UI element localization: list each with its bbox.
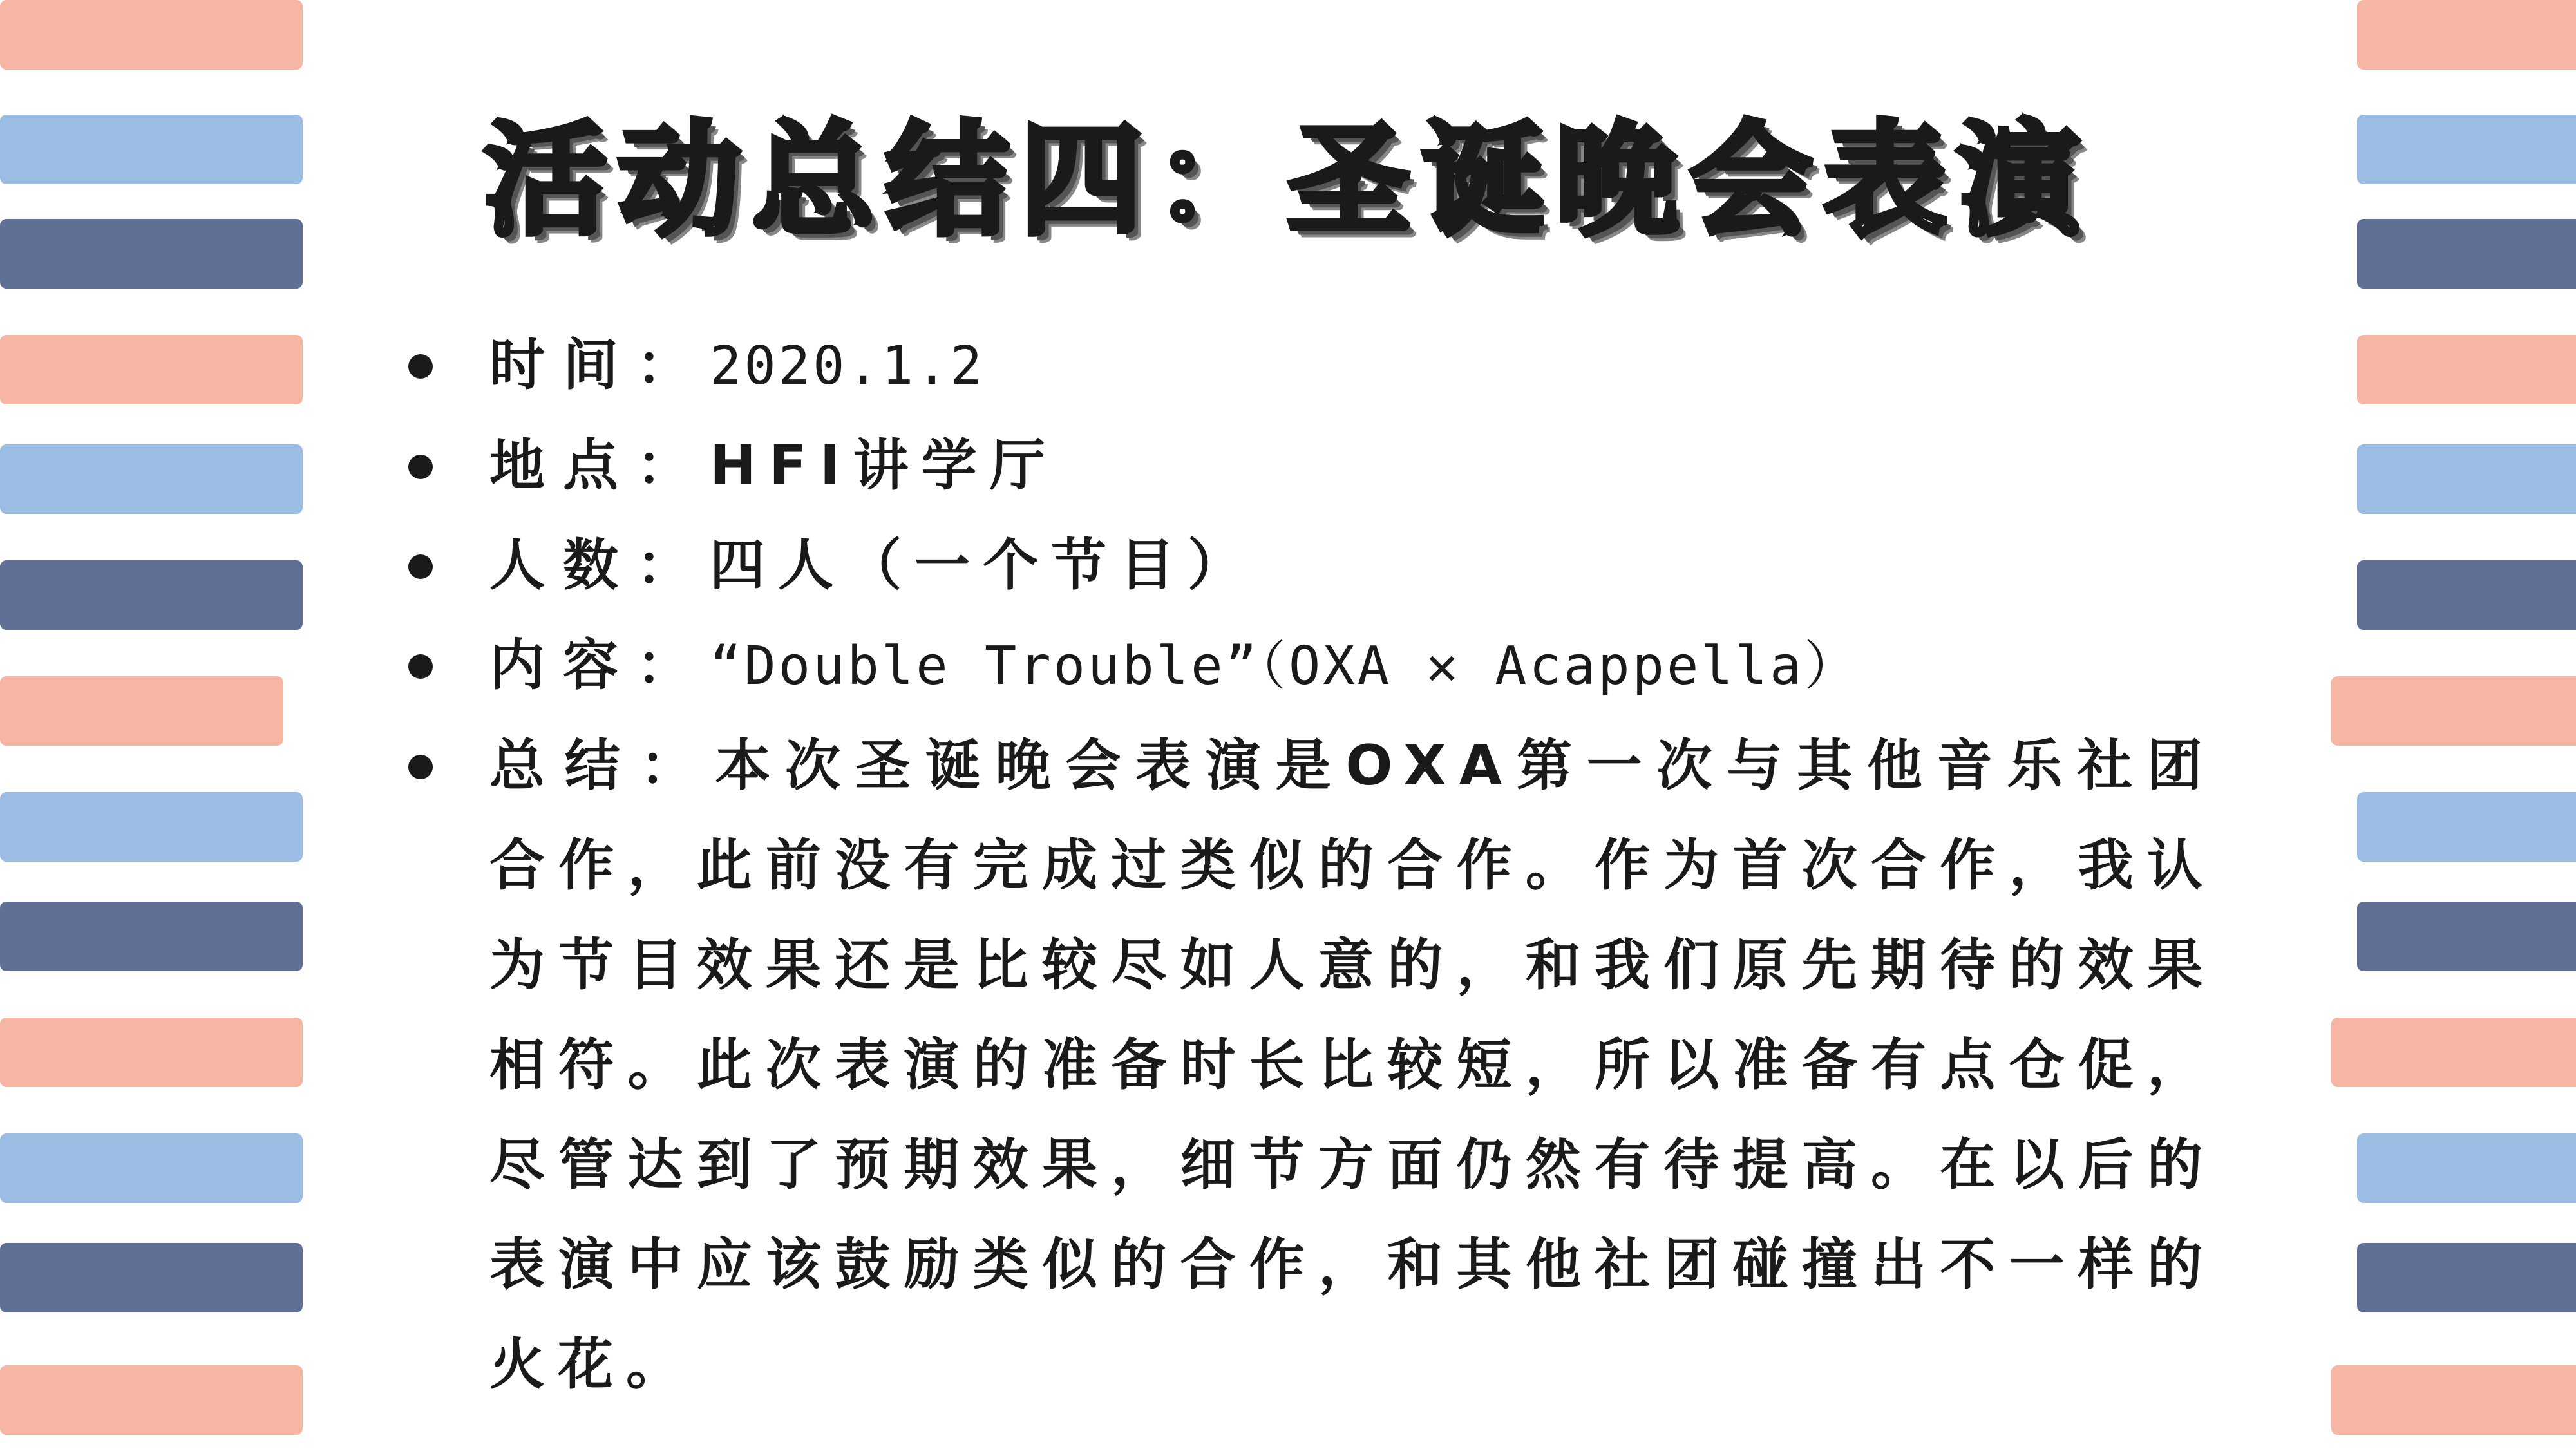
right-brush-stripe [2357,1133,2576,1203]
bullet-list [419,316,2215,1415]
left-brush-stripe [0,1365,303,1435]
content-label: 内容： [489,633,710,697]
left-brush-stripe [0,560,303,630]
bullet-content [419,616,2215,716]
bullet-dot-icon [408,354,433,379]
summary-label: 总结： [489,734,715,798]
right-brush-stripe [2357,792,2576,862]
time-value: 2020.1.2 [710,336,985,397]
content-value: “Double Trouble”（OXA ✕ Acappella） [710,636,1860,697]
left-brush-stripe [0,335,303,404]
right-brush-stripe [2357,1243,2576,1312]
right-brush-stripe [2357,0,2576,70]
left-brush-stripe [0,0,303,70]
right-brush-stripe [2357,560,2576,630]
people-label: 人数： [489,533,710,598]
slide-title: 活动总结四：圣诞晚会表演 [484,108,2092,252]
left-brush-stripe [0,902,303,971]
bullet-dot-icon [408,554,433,579]
right-brush-stripe [2331,1365,2576,1435]
left-brush-stripe [0,792,303,862]
bullet-dot-icon [408,755,433,779]
bullet-dot-icon [408,455,433,479]
right-brush-stripe [2331,676,2576,746]
summary-value: 本次圣诞晚会表演是OXA第一次与其他音乐社团合作，此前没有完成过类似的合作。作为首次合作，我认为节目效果还是比较尽如人意的，和我们原先期待的效果相符。此次表演的准备时长比较短，所以准备有点仓促，尽管达到了预期效果，细节方面仍然有待提高。在以后的表演中应该鼓励类似的合作，和其他社团碰撞出不一样的火花。 [489,734,2216,1397]
right-brush-stripe [2331,1018,2576,1087]
people-value: 四人（一个节目） [710,533,1256,598]
bullet-summary [419,716,2215,1415]
bullet-place [419,416,2215,516]
bullet-time [419,316,2215,416]
right-brush-stripe [2357,335,2576,404]
left-brush-stripe [0,1133,303,1203]
bullet-people [419,516,2215,616]
place-value: HFI讲学厅 [710,433,1058,498]
left-brush-stripe [0,676,283,746]
left-brush-stripe [0,1018,303,1087]
left-brush-stripe [0,1243,303,1312]
time-label: 时间： [489,333,710,397]
bullet-dot-icon [408,654,433,679]
left-brush-stripe [0,444,303,514]
right-brush-stripe [2357,902,2576,971]
right-brush-stripe [2357,444,2576,514]
place-label: 地点： [489,433,710,498]
